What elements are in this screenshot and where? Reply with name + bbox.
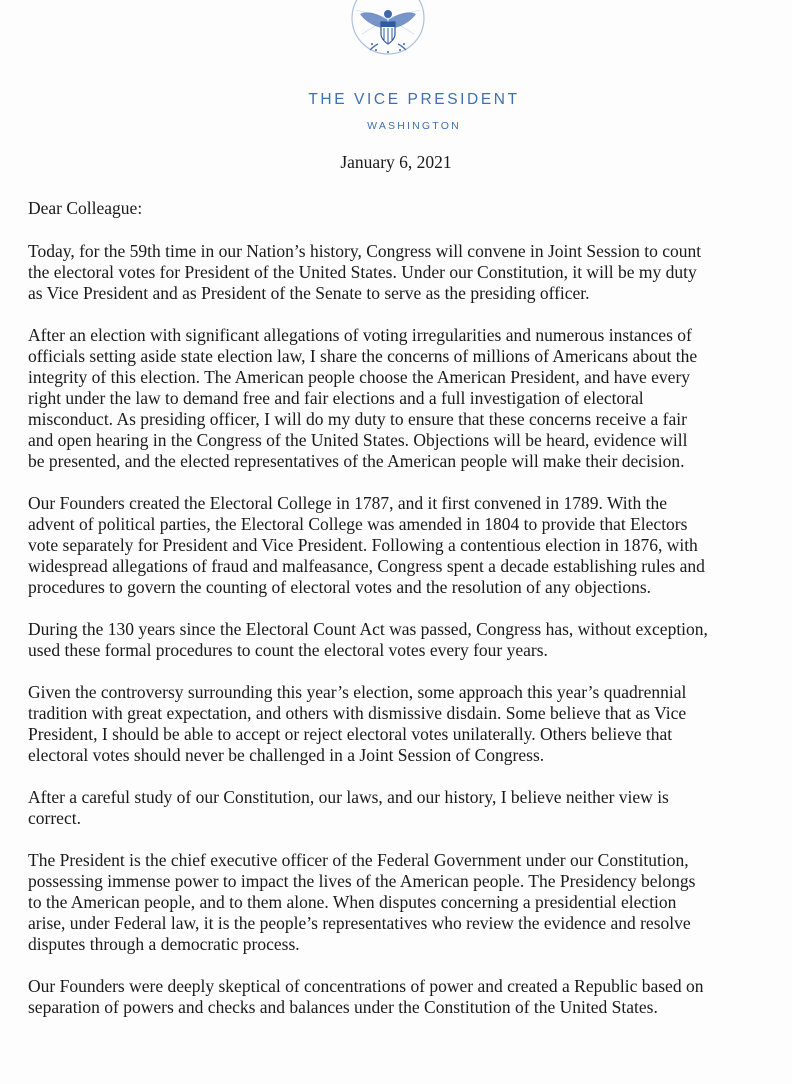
paragraph-line: misconduct. As presiding officer, I will do my duty to ensure that these concerns receive a fair <box>28 409 687 429</box>
paragraph-line: After an election with significant allegations of voting irregularities and numerous instances of <box>28 325 692 345</box>
paragraph <box>28 619 778 661</box>
paragraph-line: tradition with great expectation, and others with dismissive disdain. Some believe that as Vice <box>28 703 687 723</box>
letterhead-title: THE VICE PRESIDENT <box>308 91 520 108</box>
paragraph <box>28 241 778 304</box>
paragraph-line: right under the law to demand free and fair elections and a full investigation of electoral <box>28 388 644 408</box>
paragraph-line: The President is the chief executive officer of the Federal Government under our Constitution, <box>28 850 689 870</box>
salutation: Dear Colleague: <box>28 198 143 218</box>
paragraph-line: advent of political parties, the Electoral College was amended in 1804 to provide that Electors <box>28 514 688 534</box>
paragraph-line: arise, under Federal law, it is the people’s representatives who review the evidence and resolve <box>28 913 691 933</box>
paragraph-line: Given the controversy surrounding this year’s election, some approach this year’s quadrennial <box>28 682 687 702</box>
paragraph-line: electoral votes should never be challenged in a Joint Session of Congress. <box>28 745 545 765</box>
paragraph-line: correct. <box>28 808 81 828</box>
paragraph-line: possessing immense power to impact the lives of the American people. The Presidency belongs <box>28 871 696 891</box>
letter-date: January 6, 2021 <box>340 152 452 172</box>
paragraph <box>28 976 778 1018</box>
paragraph-line: During the 130 years since the Electoral Count Act was passed, Congress has, without exception, <box>28 619 708 639</box>
paragraph-line: be presented, and the elected representatives of the American people will make their decision. <box>28 451 685 471</box>
paragraph-line: procedures to govern the counting of electoral votes and the resolution of any objections. <box>28 577 652 597</box>
paragraph-line: separation of powers and checks and balances under the Constitution of the United States. <box>28 997 658 1017</box>
paragraph <box>28 682 778 766</box>
paragraph-line: as Vice President and as President of the Senate to serve as the presiding officer. <box>28 283 590 303</box>
paragraph-line: disputes through a democratic process. <box>28 934 300 954</box>
paragraph <box>28 850 778 955</box>
paragraph-line: Our Founders were deeply skeptical of concentrations of power and created a Republic based on <box>28 976 704 996</box>
paragraph-line: vote separately for President and Vice President. Following a contentious election in 1876, with <box>28 535 698 555</box>
vice-presidential-seal-icon <box>348 0 428 58</box>
paragraph-line: integrity of this election. The American people choose the American President, and have every <box>28 367 691 387</box>
paragraph-line: widespread allegations of fraud and malfeasance, Congress spent a decade establishing rules and <box>28 556 705 576</box>
paragraph-line: officials setting aside state election law, I share the concerns of millions of Americans about the <box>28 346 698 366</box>
paragraph-line: Our Founders created the Electoral College in 1787, and it first convened in 1789. With the <box>28 493 668 513</box>
paragraph-line: used these formal procedures to count the electoral votes every four years. <box>28 640 548 660</box>
paragraph-line: Today, for the 59th time in our Nation’s history, Congress will convene in Joint Session to count <box>28 241 702 261</box>
paragraph-line: to the American people, and to them alone. When disputes concerning a presidential election <box>28 892 677 912</box>
paragraph <box>28 787 778 829</box>
letterhead-subtitle: WASHINGTON <box>367 120 461 132</box>
paragraphs <box>28 241 778 1018</box>
paragraph-line: President, I should be able to accept or reject electoral votes unilaterally. Others believe that <box>28 724 673 744</box>
paragraph <box>28 493 778 598</box>
paragraph-line: and open hearing in the Congress of the United States. Objections will be heard, evidence will <box>28 430 688 450</box>
paragraph <box>28 325 778 472</box>
paragraph-line: After a careful study of our Constitution, our laws, and our history, I believe neither view is <box>28 787 669 807</box>
paragraph-line: the electoral votes for President of the United States. Under our Constitution, it will be my duty <box>28 262 697 282</box>
letter-body <box>28 198 778 1039</box>
